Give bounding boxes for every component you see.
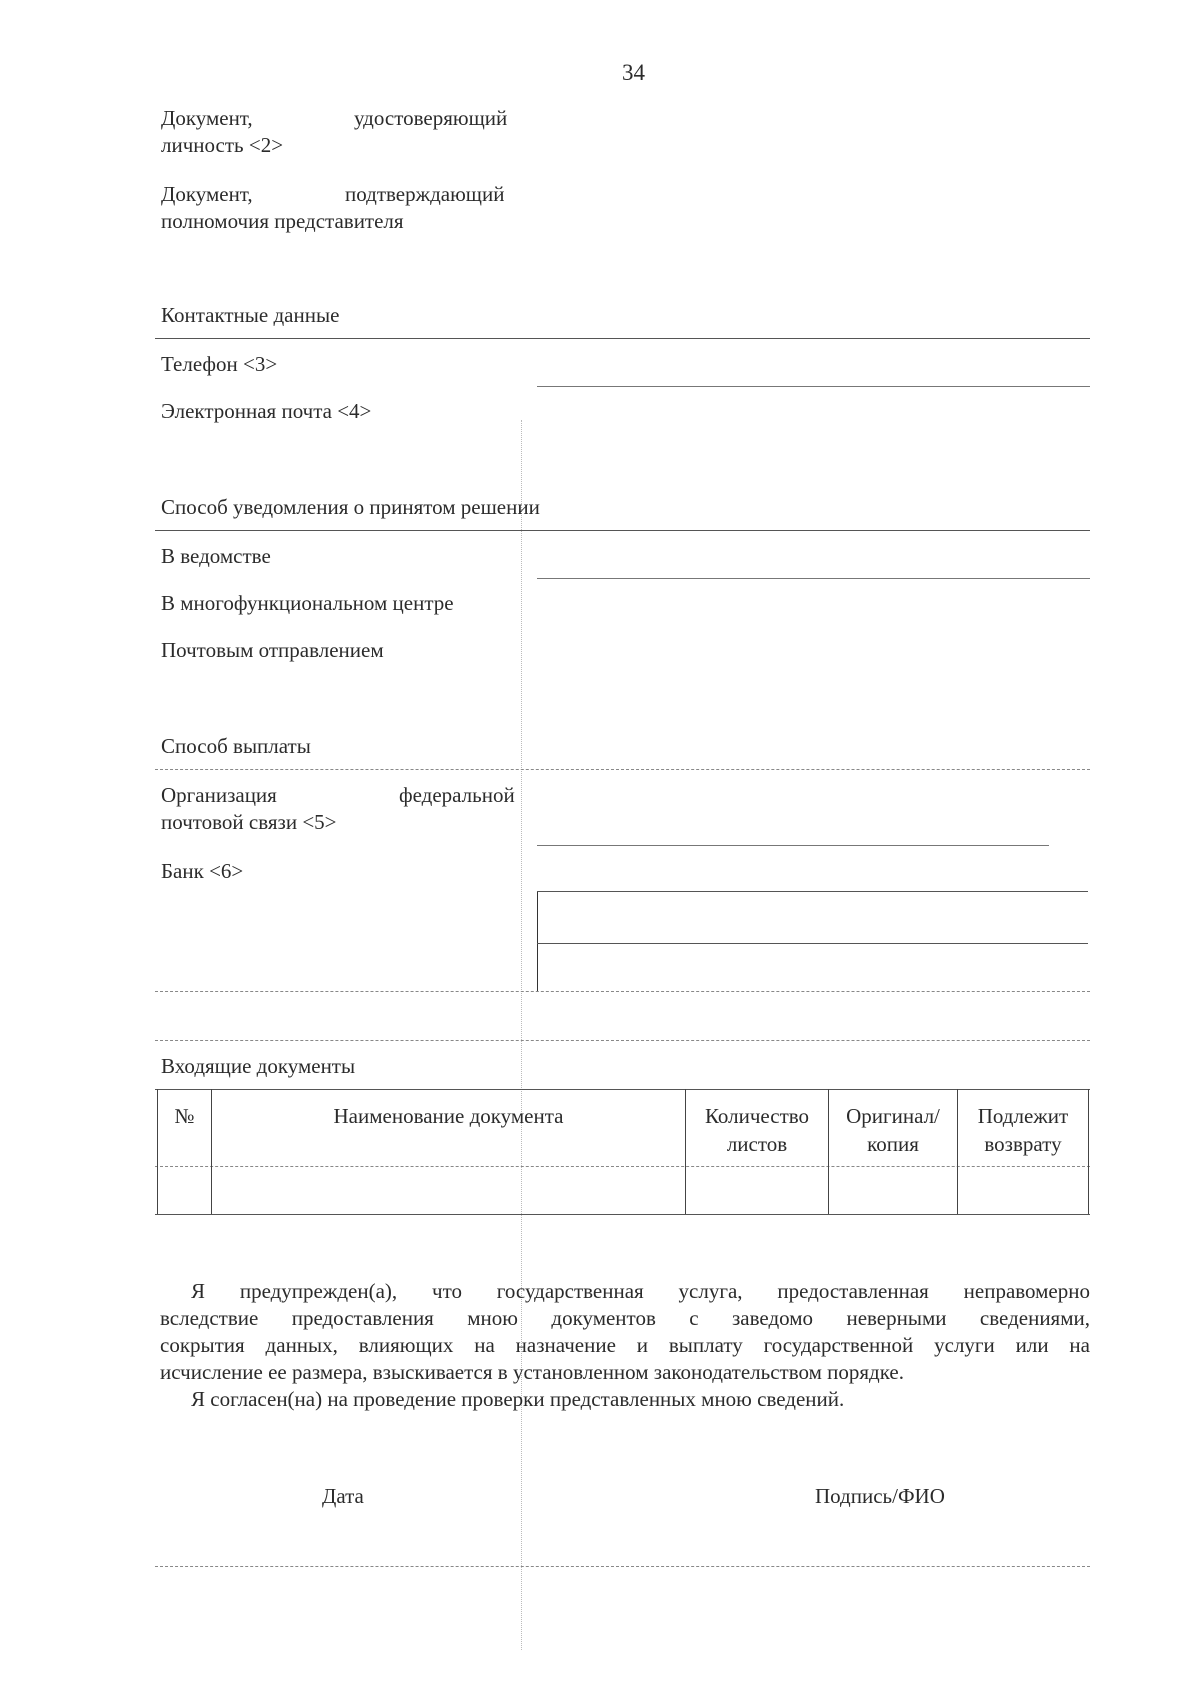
bank-details-box[interactable] xyxy=(537,891,1089,991)
notification-field[interactable] xyxy=(537,578,1090,579)
notification-heading: Способ уведомления о принятом решении xyxy=(161,495,540,519)
email-label: Электронная почта <4> xyxy=(161,399,372,423)
page-fold-line xyxy=(521,420,522,1650)
doc-authority-label-word2: подтверждающий xyxy=(345,182,505,206)
notification-divider xyxy=(155,530,1090,531)
column-header-count-line2: листов xyxy=(726,1132,788,1156)
page-number: 34 xyxy=(622,60,645,85)
declaration-line-2: вследствие предоставления мною документов с заведомо неверными сведениями, xyxy=(160,1306,1090,1330)
bank-bottom-line xyxy=(155,991,1090,992)
bank-label: Банк <6> xyxy=(161,859,244,883)
table-bottom-border xyxy=(155,1214,1090,1215)
contacts-divider xyxy=(155,338,1090,339)
table-top-border xyxy=(155,1089,1090,1090)
payment-divider xyxy=(155,769,1090,770)
table-col-line xyxy=(1088,1089,1089,1214)
notification-option-agency: В ведомстве xyxy=(161,544,271,568)
column-header-name: Наименование документа xyxy=(333,1104,564,1128)
payment-heading: Способ выплаты xyxy=(161,734,311,758)
doc-identity-label-word1: Документ, xyxy=(161,106,253,130)
postal-label-word3: почтовой связи <5> xyxy=(161,810,337,834)
bank-field-line-1[interactable] xyxy=(537,891,1088,892)
postal-label-word2: федеральной xyxy=(399,783,515,807)
bank-field-line-2[interactable] xyxy=(537,943,1088,944)
signature-label: Подпись/ФИО xyxy=(815,1484,945,1508)
doc-authority-label-word3: полномочия представителя xyxy=(161,209,404,233)
notification-option-post: Почтовым отправлением xyxy=(161,638,384,662)
declaration-line-3: сокрытия данных, влияющих на назначение и выплату государственной услуги или на xyxy=(160,1333,1090,1357)
column-header-num: № xyxy=(174,1104,195,1128)
column-header-original-line2: копия xyxy=(867,1132,919,1156)
postal-label-word1: Организация xyxy=(161,783,277,807)
declaration-line-4: исчисление ее размера, взыскивается в установленном законодательством порядке. xyxy=(160,1360,904,1384)
column-header-return-line2: возврату xyxy=(984,1132,1062,1156)
postal-field[interactable] xyxy=(537,845,1049,846)
incoming-heading: Входящие документы xyxy=(161,1054,356,1078)
declaration-line-1: Я предупрежден(а), что государственная услуга, предоставленная неправомерно xyxy=(191,1279,1090,1303)
notification-option-mfc: В многофункциональном центре xyxy=(161,591,454,615)
table-header-border xyxy=(155,1166,1090,1167)
phone-label: Телефон <3> xyxy=(161,352,278,376)
column-header-count-line1: Количество xyxy=(704,1104,810,1128)
doc-identity-label-word2: удостоверяющий xyxy=(354,106,508,130)
section-divider xyxy=(155,1040,1090,1041)
phone-field[interactable] xyxy=(537,386,1090,387)
contacts-heading: Контактные данные xyxy=(161,303,340,327)
signature-line[interactable] xyxy=(155,1566,1090,1567)
doc-authority-label-word1: Документ, xyxy=(161,182,253,206)
date-label: Дата xyxy=(322,1484,364,1508)
doc-identity-label-word3: личность <2> xyxy=(161,133,284,157)
consent-text: Я согласен(на) на проведение проверки представленных мною сведений. xyxy=(191,1387,845,1411)
column-header-return-line1: Подлежит xyxy=(977,1104,1069,1128)
column-header-original-line1: Оригинал/ xyxy=(846,1104,940,1128)
